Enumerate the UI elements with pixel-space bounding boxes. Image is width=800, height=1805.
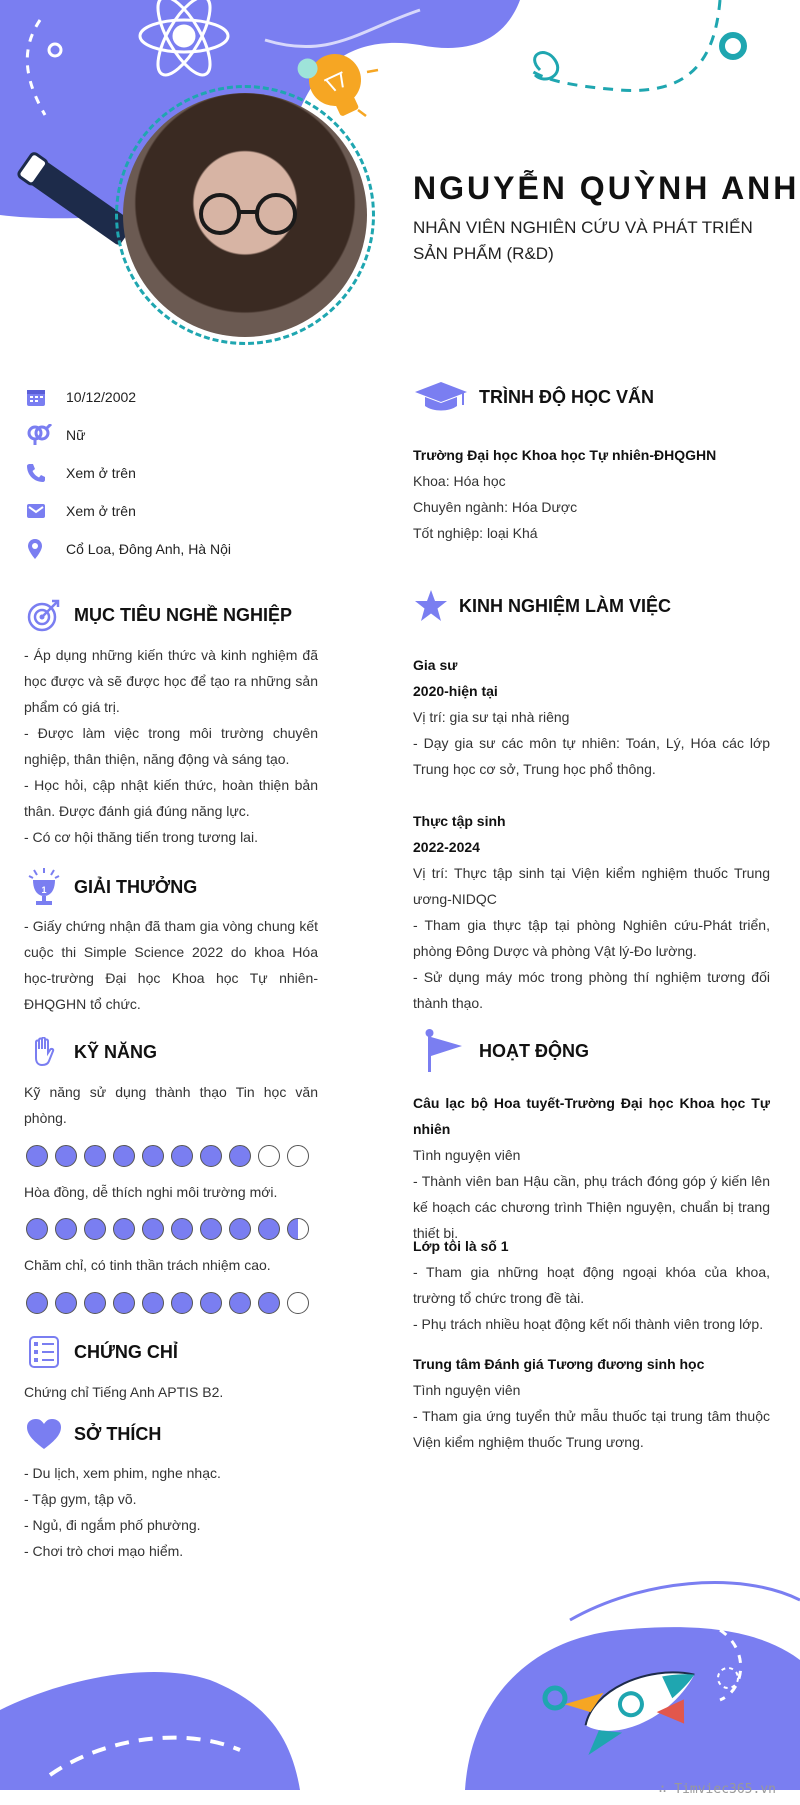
activity-org: Câu lạc bộ Hoa tuyết-Trường Đại học Khoa học Tự nhiên xyxy=(413,1095,770,1137)
rating-dot xyxy=(55,1292,77,1314)
rating-dot xyxy=(113,1145,135,1167)
footer-blob-left xyxy=(0,1672,300,1790)
contact-birthday xyxy=(26,385,326,409)
rating-dot xyxy=(113,1292,135,1314)
contact-email xyxy=(26,499,326,523)
rating-dot xyxy=(200,1292,222,1314)
hobbies-title: SỞ THÍCH xyxy=(74,1423,162,1444)
rating-dot xyxy=(84,1218,106,1240)
rating-dot xyxy=(84,1145,106,1167)
education-heading xyxy=(413,379,654,415)
experience-title: KINH NGHIỆM LÀM VIỆC xyxy=(459,595,672,616)
dashed-path-right xyxy=(530,0,720,90)
certificates-title: CHỨNG CHỈ xyxy=(74,1341,178,1362)
watermark: ∴ Timviec365.vn xyxy=(658,1782,776,1797)
awards-title: GIẢI THƯỞNG xyxy=(74,876,198,897)
job-period: 2020-hiện tại xyxy=(413,683,498,699)
rating-dot xyxy=(229,1218,251,1240)
rating-dot xyxy=(200,1218,222,1240)
hobby-line: - Ngủ, đi ngắm phố phường. xyxy=(24,1517,201,1533)
rating-dot xyxy=(142,1145,164,1167)
education-title: TRÌNH ĐỘ HỌC VẤN xyxy=(479,386,654,407)
rating-dot xyxy=(171,1145,193,1167)
email-value: Xem ở trên xyxy=(66,503,136,519)
skill-rating xyxy=(26,1145,309,1167)
job-line: - Tham gia thực tập tại phòng Nghiên cứu-Phát triển, phòng Đông Dược và phòng Vật lý-Đo lường. xyxy=(413,917,770,959)
activity-block xyxy=(413,1233,770,1337)
calendar-icon xyxy=(26,387,52,407)
footer-arc xyxy=(570,1583,800,1620)
awards-text: - Giấy chứng nhận đã tham gia vòng chung kết cuộc thi Simple Science 2022 do khoa Hóa học-trường Đại học Khoa học Tự nhiên-ĐHQGHN tổ chức. xyxy=(24,918,318,1012)
rating-dot xyxy=(229,1145,251,1167)
job-line: Vị trí: gia sư tại nhà riêng xyxy=(413,709,570,725)
education-block xyxy=(413,442,770,546)
contact-address xyxy=(26,537,326,561)
school-name: Trường Đại học Khoa học Tự nhiên-ĐHQGHN xyxy=(413,447,717,463)
rating-dot xyxy=(171,1292,193,1314)
graduation-grade: Tốt nghiệp: loại Khá xyxy=(413,525,538,541)
job-line: Vị trí: Thực tập sinh tại Viện kiểm nghiệm thuốc Trung ương-NIDQC xyxy=(413,865,770,907)
certificates-heading xyxy=(24,1334,178,1370)
activity-org: Trung tâm Đánh giá Tương đương sinh học xyxy=(413,1356,705,1372)
rating-dot xyxy=(26,1218,48,1240)
activity-line: Tình nguyện viên xyxy=(413,1382,521,1398)
rating-dot xyxy=(171,1218,193,1240)
job-position: Thực tập sinh xyxy=(413,813,506,829)
major: Chuyên ngành: Hóa Dược xyxy=(413,499,578,515)
rating-dot xyxy=(258,1292,280,1314)
job-line: - Sử dụng máy móc trong phòng thí nghiệm tương đối thành thạo. xyxy=(413,969,770,1011)
skill-label: Hòa đồng, dễ thích nghi môi trường mới. xyxy=(24,1184,278,1200)
flag-icon xyxy=(413,1033,469,1069)
activity-line: - Tham gia ứng tuyển thử mẫu thuốc tại trung tâm thuộc Viện kiểm nghiệm thuốc Trung ương. xyxy=(413,1408,770,1450)
graduation-cap-icon xyxy=(413,379,469,415)
star-icon xyxy=(413,588,449,624)
objective-line: - Áp dụng những kiến thức và kinh nghiệm đã học được và sẽ được học để tạo ra những sản phẩm có giá trị. xyxy=(24,647,318,715)
rating-dot xyxy=(258,1218,280,1240)
trophy-icon xyxy=(24,869,64,905)
faculty: Khoa: Hóa học xyxy=(413,473,506,489)
svg-text:1: 1 xyxy=(41,885,47,895)
rating-dot xyxy=(142,1292,164,1314)
rating-dot xyxy=(84,1292,106,1314)
phone-value: Xem ở trên xyxy=(66,465,136,481)
profile-photo-frame xyxy=(115,85,375,345)
rating-dot xyxy=(229,1292,251,1314)
rating-dot xyxy=(287,1218,309,1240)
activity-line: - Phụ trách nhiều hoạt động kết nối thành viên trong lớp. xyxy=(413,1316,764,1332)
rating-dot xyxy=(287,1145,309,1167)
job-period: 2022-2024 xyxy=(413,839,480,855)
profile-photo xyxy=(123,93,367,337)
experience-heading xyxy=(413,588,671,624)
hobby-line: - Du lịch, xem phim, nghe nhạc. xyxy=(24,1465,221,1481)
hobbies-heading xyxy=(24,1416,161,1452)
objective-title: MỤC TIÊU NGHỀ NGHIỆP xyxy=(74,604,293,625)
rating-dot xyxy=(142,1218,164,1240)
activity-line: Tình nguyện viên xyxy=(413,1147,521,1163)
job-line: - Dạy gia sư các môn tự nhiên: Toán, Lý, Hóa các lớp Trung học cơ sở, Trung học phổ thông. xyxy=(413,735,770,777)
glasses-shape xyxy=(193,193,303,235)
activity-block xyxy=(413,1351,770,1455)
hand-icon xyxy=(24,1034,64,1070)
candidate-name: NGUYỄN QUỲNH ANH xyxy=(413,170,800,206)
job-position: Gia sư xyxy=(413,657,458,673)
rating-dot xyxy=(287,1292,309,1314)
rating-dot xyxy=(113,1218,135,1240)
rating-dot xyxy=(55,1218,77,1240)
skill-label: Chăm chỉ, có tinh thần trách nhiệm cao. xyxy=(24,1257,271,1273)
activities-heading xyxy=(413,1033,589,1069)
location-pin-icon xyxy=(26,539,52,559)
job-block xyxy=(413,652,770,782)
skill-rating xyxy=(26,1292,309,1314)
hobby-line: - Chơi trò chơi mạo hiểm. xyxy=(24,1543,184,1559)
rating-dot xyxy=(258,1145,280,1167)
heart-icon xyxy=(24,1416,64,1452)
objective-line: - Có cơ hội thăng tiến trong tương lai. xyxy=(24,829,258,845)
activities-title: HOẠT ĐỘNG xyxy=(479,1040,589,1061)
rating-dot xyxy=(26,1145,48,1167)
rating-dot xyxy=(200,1145,222,1167)
skills-heading xyxy=(24,1034,157,1070)
skills-title: KỸ NĂNG xyxy=(74,1041,158,1062)
candidate-role: NHÂN VIÊN NGHIÊN CỨU VÀ PHÁT TRIỂN SẢN PHẨM (R&D) xyxy=(413,218,753,263)
activity-line: - Thành viên ban Hậu cần, phụ trách đóng góp ý kiến lên kế hoạch các chương trình Thiện nguyện, chuẩn bị trang thiết bị. xyxy=(413,1173,770,1241)
objective-line: - Học hỏi, cập nhật kiến thức, hoàn thiện bản thân. Được đánh giá đúng năng lực. xyxy=(24,777,318,819)
job-block xyxy=(413,808,770,1016)
skill-label: Kỹ năng sử dụng thành thạo Tin học văn phòng. xyxy=(24,1084,318,1126)
hobbies-text xyxy=(24,1460,318,1564)
certificates-text: Chứng chỉ Tiếng Anh APTIS B2. xyxy=(24,1384,224,1400)
rating-dot xyxy=(55,1145,77,1167)
address-value: Cổ Loa, Đông Anh, Hà Nội xyxy=(66,541,231,557)
target-icon xyxy=(24,597,64,633)
birthday-value: 10/12/2002 xyxy=(66,389,137,405)
contact-gender xyxy=(26,423,326,447)
contact-phone xyxy=(26,461,326,485)
skill-rating xyxy=(26,1218,309,1240)
objective-heading xyxy=(24,597,292,633)
gender-icon xyxy=(26,425,52,445)
hobby-line: - Tập gym, tập võ. xyxy=(24,1491,137,1507)
objective-line: - Được làm việc trong môi trường chuyên nghiệp, thân thiện, năng động và sáng tạo. xyxy=(24,725,318,767)
gender-value: Nữ xyxy=(66,427,86,443)
activity-line: - Tham gia những hoạt động ngoại khóa của khoa, trường tổ chức trong đề tài. xyxy=(413,1264,770,1306)
teal-ring xyxy=(722,35,744,57)
activity-org: Lớp tôi là số 1 xyxy=(413,1238,509,1254)
email-icon xyxy=(26,501,52,521)
rating-dot xyxy=(26,1292,48,1314)
activity-block xyxy=(413,1090,770,1246)
footer-decoration xyxy=(0,1560,800,1805)
objective-text xyxy=(24,642,318,850)
awards-heading xyxy=(24,869,197,905)
phone-icon xyxy=(26,463,52,483)
checklist-icon xyxy=(24,1334,64,1370)
